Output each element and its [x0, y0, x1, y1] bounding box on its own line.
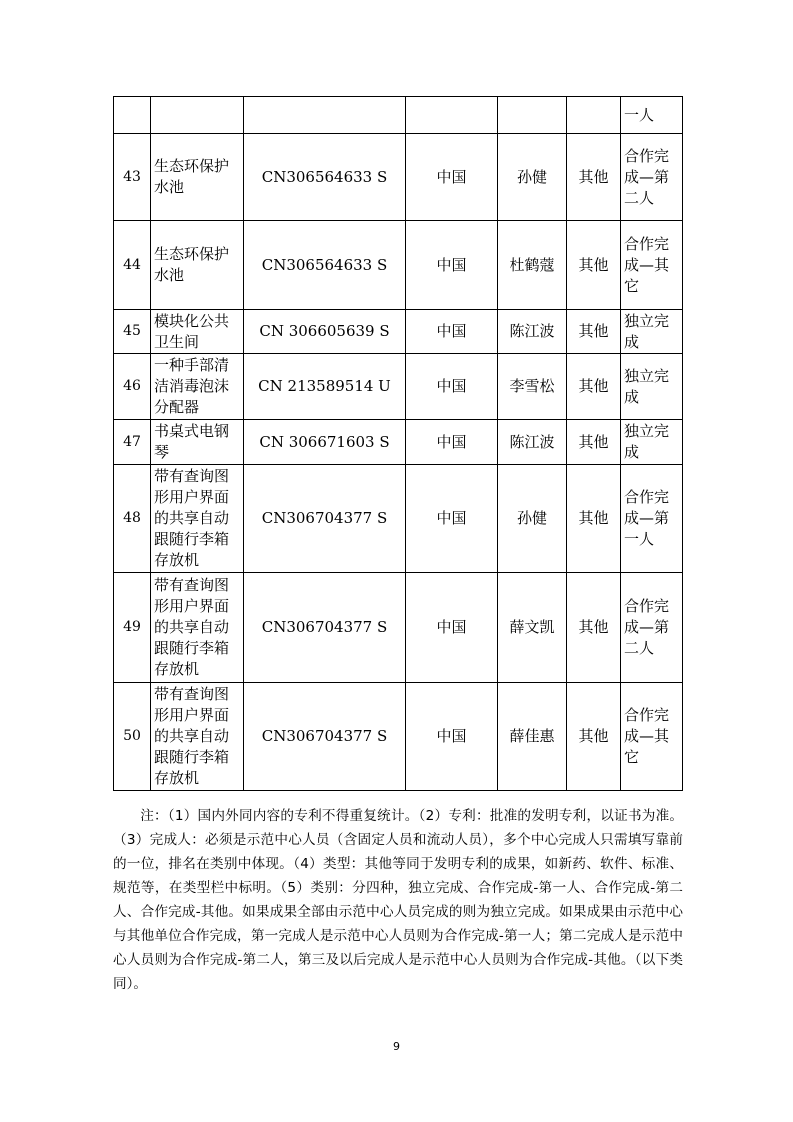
patent-type: 其他 — [567, 354, 621, 420]
row-number: 45 — [114, 310, 151, 354]
row-number — [114, 97, 151, 134]
patent-name: 书桌式电钢琴 — [151, 420, 244, 465]
row-number: 43 — [114, 134, 151, 221]
completer-name: 李雪松 — [498, 354, 567, 420]
patent-number: CN306704377 S — [244, 465, 406, 573]
patent-type: 其他 — [567, 221, 621, 310]
patent-country: 中国 — [406, 420, 498, 465]
table-row — [114, 221, 683, 310]
row-number: 49 — [114, 573, 151, 683]
patent-country: 中国 — [406, 134, 498, 221]
patent-name — [151, 97, 244, 134]
patent-country: 中国 — [406, 573, 498, 683]
patent-number: CN 306671603 S — [244, 420, 406, 465]
patent-number: CN 306605639 S — [244, 310, 406, 354]
page-number: 9 — [393, 1040, 400, 1053]
completion-mode: 合作完成—第二人 — [621, 573, 683, 683]
completion-mode: 一人 — [621, 97, 683, 134]
patent-number: CN 213589514 U — [244, 354, 406, 420]
patent-type: 其他 — [567, 683, 621, 791]
table-row — [114, 310, 683, 354]
table-footnote: 注：（1）国内外同内容的专利不得重复统计。（2）专利：批准的发明专利，以证书为准。（3）完成人：必须是示范中心人员（含固定人员和流动人员），多个中心完成人只需填写靠前的一位，排名在类别中体现。（4）类型：其他等同于发明专利的成果，如新药、软件、标准、规范等，在类型栏中标明。（5）类别：分四种，独立完成、合作完成-第一人、合作完成-第二人、合作完成-其他。如果成果全部由示范中心人员完成的则为独立完成。如果成果由示范中心与其他单位合作完成，第一完成人是示范中心人员则为合作完成-第一人；第二完成人是示范中心人员则为合作完成-第二人，第三及以后完成人是示范中心人员则为合作完成-其他。（以下类同）。 — [113, 808, 683, 992]
patent-type: 其他 — [567, 465, 621, 573]
row-number: 50 — [114, 683, 151, 791]
patent-type — [567, 97, 621, 134]
completer-name: 孙健 — [498, 134, 567, 221]
row-number: 47 — [114, 420, 151, 465]
patent-country — [406, 97, 498, 134]
completer-name: 杜鹤蔻 — [498, 221, 567, 310]
table-row — [114, 354, 683, 420]
patent-table — [113, 96, 683, 791]
row-number: 46 — [114, 354, 151, 420]
patent-name: 带有查询图形用户界面的共享自动跟随行李箱存放机 — [151, 683, 244, 791]
patent-type: 其他 — [567, 310, 621, 354]
table-row — [114, 134, 683, 221]
table-row — [114, 465, 683, 573]
completion-mode: 独立完成 — [621, 420, 683, 465]
completion-mode: 合作完成—其它 — [621, 683, 683, 791]
patent-type: 其他 — [567, 573, 621, 683]
patent-number: CN306704377 S — [244, 573, 406, 683]
completer-name: 薛文凯 — [498, 573, 567, 683]
completer-name: 孙健 — [498, 465, 567, 573]
patent-number: CN306704377 S — [244, 683, 406, 791]
table-row — [114, 420, 683, 465]
completion-mode: 独立完成 — [621, 310, 683, 354]
patent-number: CN306564633 S — [244, 221, 406, 310]
patent-country: 中国 — [406, 354, 498, 420]
patent-type: 其他 — [567, 420, 621, 465]
patent-name: 带有查询图形用户界面的共享自动跟随行李箱存放机 — [151, 573, 244, 683]
completion-mode: 合作完成—第二人 — [621, 134, 683, 221]
patent-name: 带有查询图形用户界面的共享自动跟随行李箱存放机 — [151, 465, 244, 573]
row-number: 44 — [114, 221, 151, 310]
patent-country: 中国 — [406, 310, 498, 354]
table-row — [114, 683, 683, 791]
completion-mode: 合作完成—其它 — [621, 221, 683, 310]
patent-name: 生态环保护水池 — [151, 221, 244, 310]
completer-name: 薛佳惠 — [498, 683, 567, 791]
completion-mode: 独立完成 — [621, 354, 683, 420]
table-row — [114, 573, 683, 683]
patent-number — [244, 97, 406, 134]
patent-type: 其他 — [567, 134, 621, 221]
patent-number: CN306564633 S — [244, 134, 406, 221]
row-number: 48 — [114, 465, 151, 573]
completer-name — [498, 97, 567, 134]
patent-country: 中国 — [406, 221, 498, 310]
patent-country: 中国 — [406, 465, 498, 573]
patent-name: 模块化公共卫生间 — [151, 310, 244, 354]
completion-mode: 合作完成—第一人 — [621, 465, 683, 573]
completer-name: 陈江波 — [498, 420, 567, 465]
completer-name: 陈江波 — [498, 310, 567, 354]
patent-name: 一种手部清洁消毒泡沫分配器 — [151, 354, 244, 420]
patent-name: 生态环保护水池 — [151, 134, 244, 221]
table-row — [114, 97, 683, 134]
patent-country: 中国 — [406, 683, 498, 791]
